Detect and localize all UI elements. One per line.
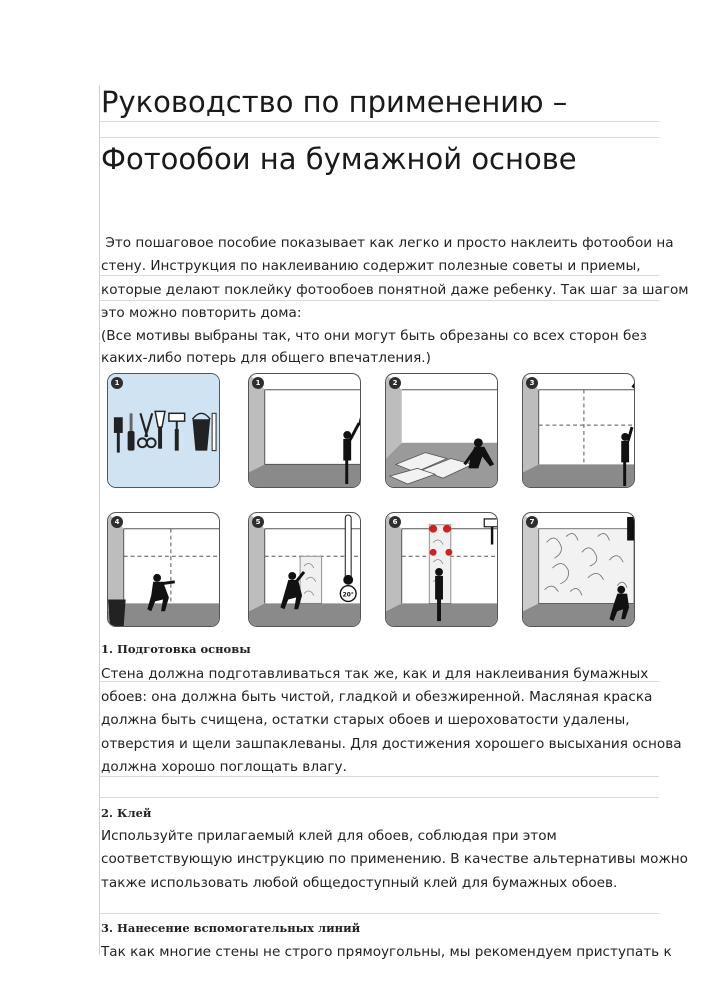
step-panel-tools (107, 373, 220, 488)
section-heading: 2. Клей (101, 806, 152, 820)
step-panel-7 (522, 512, 635, 627)
intro-line: стену. Инструкция по наклеиванию содержит полезные советы и приемы, (101, 258, 641, 274)
left-margin-rule (99, 85, 100, 955)
page-title-line-1: Руководство по применению – (101, 85, 568, 119)
step-3-illustration (523, 374, 634, 487)
section-line: Используйте прилагаемый клей для обоев, соблюдая при этом (101, 828, 557, 844)
step-panel-2 (385, 373, 498, 488)
step-panel-5 (248, 512, 361, 627)
section-line: соответствующую инструкцию по применению. В качестве альтернативы можно (101, 851, 688, 867)
step-4-illustration (108, 513, 219, 626)
step-badge: 6 (389, 516, 401, 528)
step-badge: 7 (526, 516, 538, 528)
step-5-illustration (249, 513, 360, 626)
step-badge: 1 (252, 377, 264, 389)
step-panel-4 (107, 512, 220, 627)
intro-line: которые делают поклейку фотообоев понятной даже ребенку. Так шаг за шагом (101, 282, 689, 298)
section-line: Так как многие стены не строго прямоугольны, мы рекомендуем приступать к (101, 944, 672, 960)
title-rule-2 (99, 137, 659, 138)
intro-line: Это пошаговое пособие показывает как легко и просто наклеить фотообои на (101, 235, 674, 251)
section-line: должна хорошо поглощать влагу. (101, 759, 347, 775)
step-6-illustration (386, 513, 497, 626)
step-badge: 1 (111, 377, 123, 389)
section-heading: 1. Подготовка основы (101, 642, 251, 656)
step-7-illustration (523, 513, 634, 626)
section-line: должна быть счищена, остатки старых обоев и шероховатости удалены, (101, 712, 630, 728)
section2-rule-2 (99, 913, 659, 914)
title-rule-1 (99, 121, 659, 122)
page-title-line-2: Фотообои на бумажной основе (101, 142, 577, 176)
section-line: Стена должна подготавливаться так же, как и для наклеивания бумажных (101, 666, 649, 682)
step-2-illustration (386, 374, 497, 487)
step-badge: 5 (252, 516, 264, 528)
step-badge: 3 (526, 377, 538, 389)
intro-line: каких-либо потерь для общего впечатления.) (101, 350, 431, 366)
section2-rule-1 (99, 797, 659, 798)
tools-illustration (108, 374, 219, 487)
section-line: также использовать любой общедоступный клей для бумажных обоев. (101, 875, 618, 891)
step-badge: 2 (389, 377, 401, 389)
section-line: отверстия и щели зашпаклеваны. Для достижения хорошего высыхания основа (101, 736, 682, 752)
step-panel-6 (385, 512, 498, 627)
section-heading: 3. Нанесение вспомогательных линий (101, 921, 361, 935)
intro-line: это можно повторить дома: (101, 305, 302, 321)
step-panel-1 (248, 373, 361, 488)
section-line: обоев: она должна быть чистой, гладкой и обезжиренной. Масляная краска (101, 689, 653, 705)
intro-line: (Все мотивы выбраны так, что они могут быть обрезаны со всех сторон без (101, 328, 647, 344)
step-panel-3 (522, 373, 635, 488)
angle-label: 20° (342, 592, 354, 599)
step-badge: 4 (111, 516, 123, 528)
step-1-illustration (249, 374, 360, 487)
